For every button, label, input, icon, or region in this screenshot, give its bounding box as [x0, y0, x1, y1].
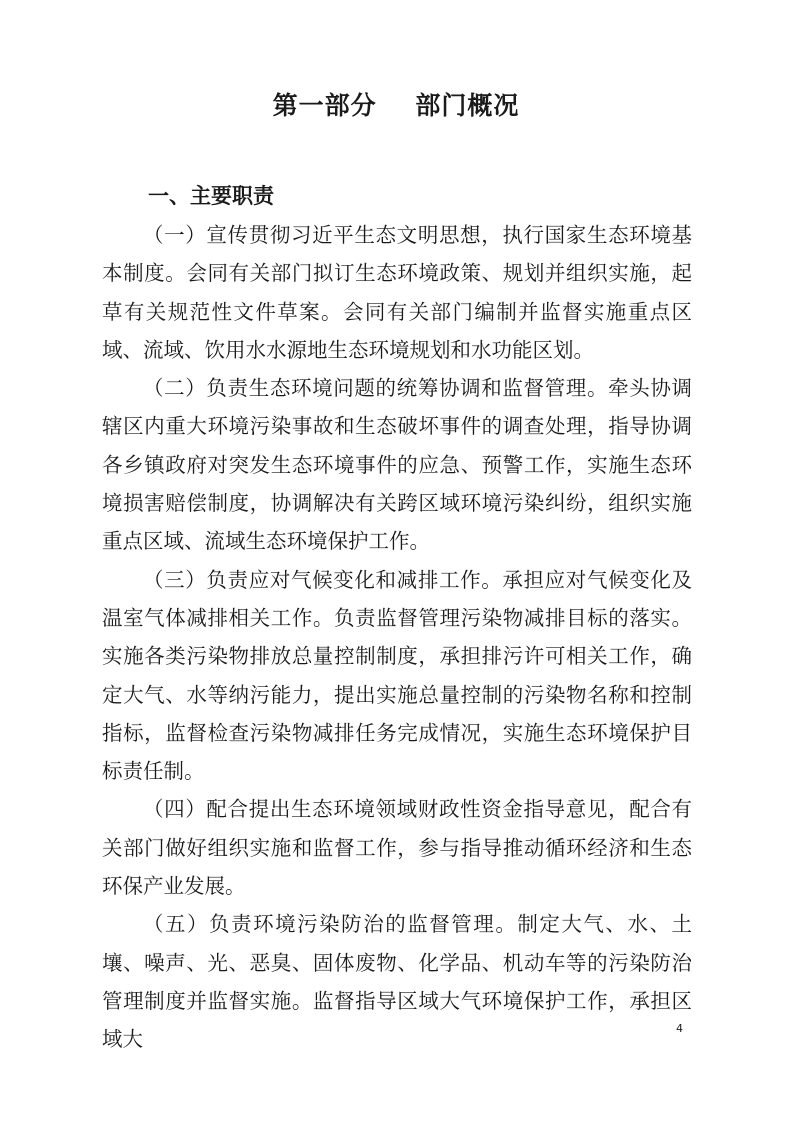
- paragraph-5: （五）负责环境污染防治的监督管理。制定大气、水、土壤、噪声、光、恶臭、固体废物、化学品、机动车等的污染防治管理制度并监督实施。监督指导区域大气环境保护工作，承担区域大: [102, 912, 692, 1052]
- page-title: 第一部分 部门概况: [272, 91, 520, 120]
- body-text: [102, 216, 692, 1059]
- paragraph-4: （四）配合提出生态环境领域财政性资金指导意见，配合有关部门做好组织实施和监督工作，参与指导推动循环经济和生态环保产业发展。: [102, 797, 692, 899]
- paragraph-1: （一）宣传贯彻习近平生态文明思想，执行国家生态环境基本制度。会同有关部门拟订生态环境政策、规划并组织实施，起草有关规范性文件草案。会同有关部门编制并监督实施重点区域、流域、饮用水水源地生态环境规划和水功能区划。: [102, 223, 692, 362]
- paragraph-2: （二）负责生态环境问题的统筹协调和监督管理。牵头协调辖区内重大环境污染事故和生态破坏事件的调查处理，指导协调各乡镇政府对突发生态环境事件的应急、预警工作，实施生态环境损害赔偿制度，协调解决有关跨区域环境污染纠纷，组织实施重点区域、流域生态环境保护工作。: [102, 376, 692, 554]
- section-heading: 一、主要职责: [148, 184, 274, 208]
- paragraph-3: （三）负责应对气候变化和减排工作。承担应对气候变化及温室气体减排相关工作。负责监督管理污染物减排目标的落实。实施各类污染物排放总量控制制度，承担排污许可相关工作，确定大气、水等纳污能力，提出实施总量控制的污染物名称和控制指标，监督检查污染物减排任务完成情况，实施生态环境保护目标责任制。: [102, 567, 692, 784]
- page-number: 4: [676, 1022, 683, 1035]
